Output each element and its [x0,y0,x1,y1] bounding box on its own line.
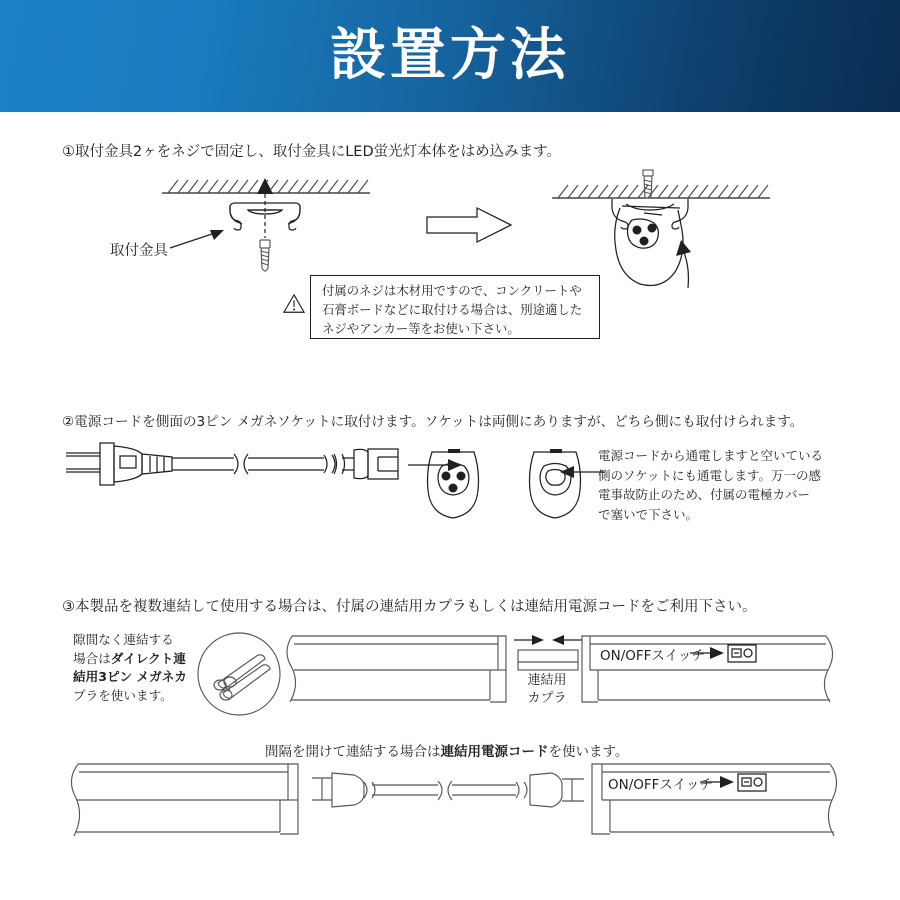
step-3-heading: ③本製品を複数連結して使用する場合は、付属の連結用カプラもしくは連結用電源コードをご利用下さい。 [62,599,757,615]
step-2-note-line-2: 側のソケットにも通電します。万一の感 [598,467,822,483]
warning-line-1: 付属のネジは木材用ですので、コンクリートや [322,283,582,298]
page-title: 設置方法 [330,23,570,88]
onoff-switch-label-bottom: ON/OFFスイッチ [608,777,713,793]
connector-coupler-block [512,632,584,674]
warning-line-2: 石膏ボードなどに取付ける場合は、別途適した [322,302,583,317]
step-2-note [598,446,848,524]
step-2-note-line-1: 電源コードから通電しますと空いている [598,448,824,463]
onoff-arrow-and-switch-bottom [700,771,770,795]
header-banner [0,0,900,112]
electrode-cover-end-view [520,440,590,530]
step-2-note-line-4: で塞いで下さい。 [598,506,699,522]
warning-text [322,281,594,338]
direct-coupler-label [73,631,205,705]
warning-triangle-icon [283,293,305,315]
onoff-arrow-and-switch-top [690,642,760,666]
fixture-body-left-bottom [62,758,312,844]
bottom-caption-plain-1: 間隔を開けて連結する場合は [265,744,441,760]
arrow-right-icon [425,205,515,245]
three-pin-socket-end-view [418,440,488,530]
coupler-caption-line-1: 連結用 [527,673,567,688]
warning-line-3: ネジやアンカー等をお使い下さい。 [322,321,520,336]
onoff-switch-label-top: ON/OFFスイッチ [600,648,705,664]
coupler-caption-line-2: カプラ [527,691,567,706]
direct-label-bold-1: ダイレクト連 [110,650,186,666]
coupler-detail-icon [196,631,282,717]
bottom-caption-bold-1: 連結用電源コード [440,744,549,760]
bottom-caption-plain-2: を使います。 [548,744,629,760]
step-2-note-line-3: 電事故防止のため、付属の電極カバー [598,487,811,502]
spaced-connection-caption [265,740,628,760]
iec-connector-icon [330,440,410,490]
step-1-left-diagram [100,170,440,285]
connection-power-cord [310,770,590,820]
power-plug-diagram [62,438,362,494]
step-2-heading: ②電源コードを側面の3ピン メガネソケットに取付けます。ソケットは両側にありますが、どちら側にも取付けられます。 [62,414,804,430]
fixture-body-left-top [280,630,520,716]
direct-label-plain-3: プラを使います。 [73,687,173,703]
direct-label-bold-2: 結用3ピン メガネカ [73,669,187,684]
direct-label-plain-2: 場合は [73,650,111,666]
step-1-heading: ①取付金具2ヶをネジで固定し、取付金具にLED蛍光灯本体をはめ込みます。 [62,144,561,160]
coupler-caption [519,672,575,708]
direct-label-plain-1: 隙間なく連結する [73,632,174,647]
bracket-label: 取付金具 [110,243,168,259]
